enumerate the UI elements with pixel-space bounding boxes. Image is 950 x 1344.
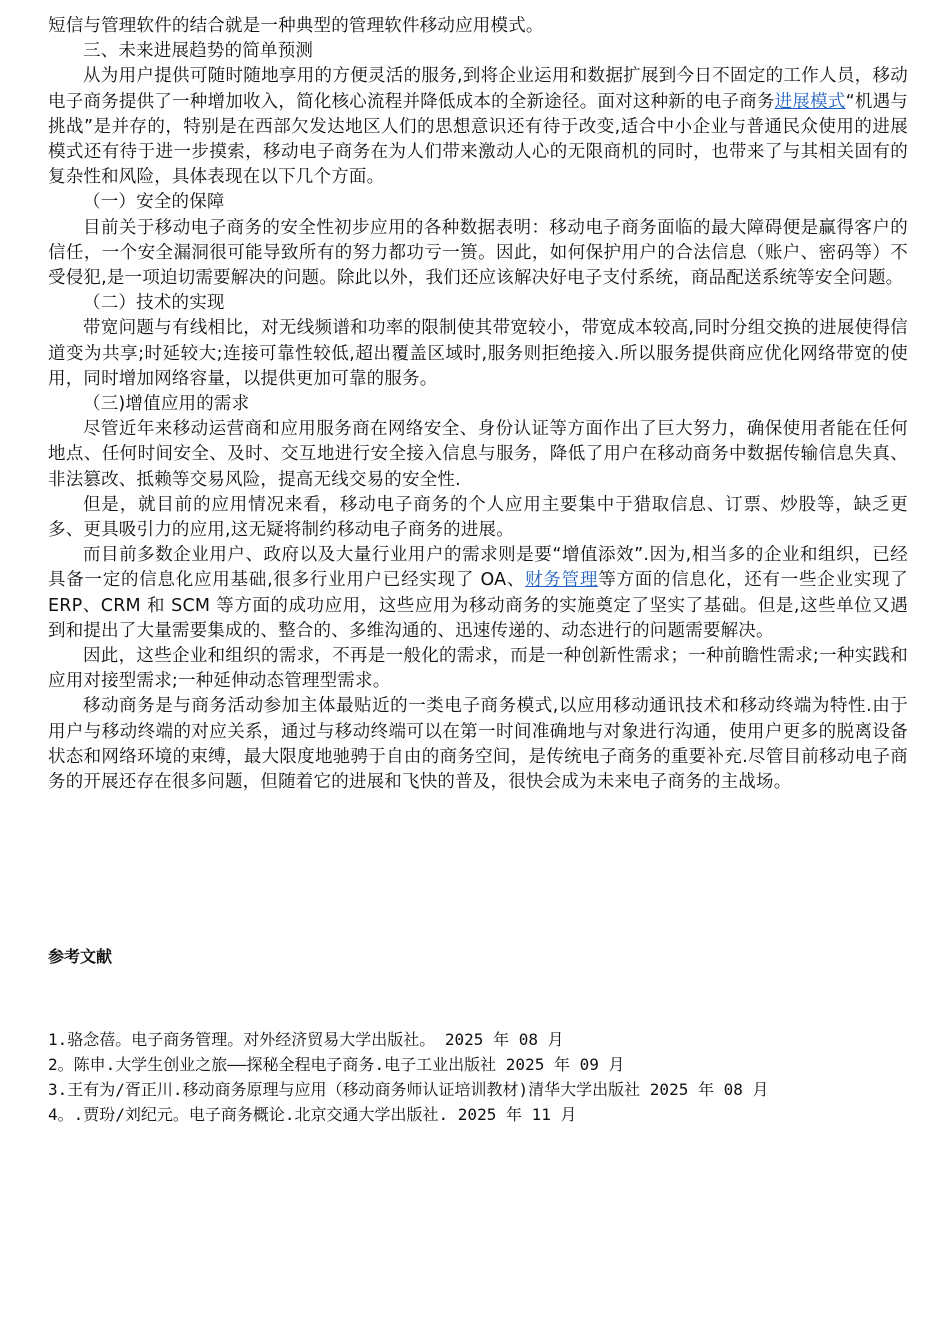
paragraph-value-added-2: 但是，就目前的应用情况来看，移动电子商务的个人应用主要集中于猎取信息、订票、炒股等，缺乏更多、更具吸引力的应用,这无疑将制约移动电子商务的进展。: [48, 494, 908, 541]
paragraph-continuation: 短信与管理软件的结合就是一种典型的管理软件移动应用模式。: [48, 16, 544, 36]
reference-item: 2。陈申.大学生创业之旅——探秘全程电子商务.电子工业出版社 2025 年 09 月: [48, 1055, 625, 1074]
body-text: [48, 14, 908, 795]
subheading-technology: （二）技术的实现: [83, 293, 225, 314]
section-heading-trends: 三、未来进展趋势的简单预测: [83, 41, 314, 62]
paragraph-needs: 因此，这些企业和组织的需求，不再是一般化的需求，而是一种创新性需求；一种前瞻性需求;一种实践和应用对接型需求;一种延伸动态管理型需求。: [48, 646, 908, 692]
subheading-value-added: （三)增值应用的需求: [83, 394, 250, 415]
references-title: 参考文献: [48, 947, 113, 966]
paragraph-value-added-3-post: 等方面的信息化，还有一些企业实现了 ERP、CRM 和 SCM 等方面的成功应用，这些应用为移动商务的实施奠定了坚实了基础。但是,这些单位又遇到和提出了大量需要集成的、整合的、多维沟通的、迅速传递的、动态进行的问题需要解决。: [48, 570, 908, 641]
paragraph-intro-pre: 从为用户提供可随时随地享用的方便灵活的服务,到将企业运用和数据扩展到今日不固定的工作人员，移动电子商务提供了一种增加收入，简化核心流程并降低成本的全新途径。面对这种新的电子商务: [48, 66, 908, 112]
paragraph-conclusion: 移动商务是与商务活动参加主体最贴近的一类电子商务模式,以应用移动通讯技术和移动终端为特性.由于用户与移动终端的对应关系，通过与移动终端可以在第一时间准确地与对象进行沟通，使用户更多的脱离设备状态和网络环境的束缚，最大限度地驰骋于自由的商务空间，是传统电子商务的重要补充.尽管目前移动电子商务的开展还存在很多问题，但随着它的进展和飞快的普及，很快会成为未来电子商务的主战场。: [48, 696, 908, 793]
paragraph-intro-post: “机遇与挑战”是并存的，特别是在西部欠发达地区人们的思想意识还有待于改变,适合中小企业与普通民众使用的进展模式还有待于进一步摸索，移动电子商务在为人们带来激动人心的无限商机的同时，也带来了与其相关固有的复杂性和风险，具体表现在以下几个方面。: [48, 91, 908, 188]
paragraph-value-added-1: 尽管近年来移动运营商和应用服务商在网络安全、身份认证等方面作出了巨大努力，确保使用者能在任何地点、任何时间安全、及时、交互地进行安全接入信息与服务，降低了用户在移动商务中数据传输信息失真、非法篡改、抵赖等交易风险，提高无线交易的安全性.: [48, 419, 908, 490]
paragraph-intro: [48, 64, 908, 190]
paragraph-value-added-3: [48, 543, 908, 644]
paragraph-technology: 带宽问题与有线相比，对无线频谱和功率的限制使其带宽较小，带宽成本较高,同时分组交换的进展使得信道变为共享;时延较大;连接可靠性较低,超出覆盖区域时,服务则拒绝接入.所以服务提供商应优化网络带宽的使用，同时增加网络容量，以提供更加可靠的服务。: [48, 318, 908, 389]
paragraph-security: 目前关于移动电子商务的安全性初步应用的各种数据表明：移动电子商务面临的最大障碍便是赢得客户的信任，一个安全漏洞很可能导致所有的努力都功亏一篑。因此，如何保护用户的合法信息（账户、密码等）不受侵犯,是一项迫切需要解决的问题。除此以外，我们还应该解决好电子支付系统，商品配送系统等安全问题。: [48, 217, 908, 289]
subheading-security: （一）安全的保障: [83, 192, 225, 213]
reference-item: 4。.贾玢/刘纪元。电子商务概论.北京交通大学出版社. 2025 年 11 月: [48, 1105, 577, 1124]
document-page: [48, 14, 908, 1124]
reference-item: 1.骆念蓓。电子商务管理。对外经济贸易大学出版社。 2025 年 08 月: [48, 1030, 564, 1049]
link-development-mode[interactable]: 进展模式: [774, 91, 846, 112]
paragraph-value-added-3-pre: 而目前多数企业用户、政府以及大量行业用户的需求则是要“增值添效”.因为,相当多的企业和组织，已经具备一定的信息化应用基础,很多行业用户已经实现了 OA、: [48, 545, 908, 591]
reference-item: 3.王有为/胥正川.移动商务原理与应用（移动商务师认证培训教材)清华大学出版社 2025 年 08 月: [48, 1080, 769, 1099]
references-list: [48, 1027, 910, 1127]
link-financial-management[interactable]: 财务管理: [525, 570, 599, 591]
